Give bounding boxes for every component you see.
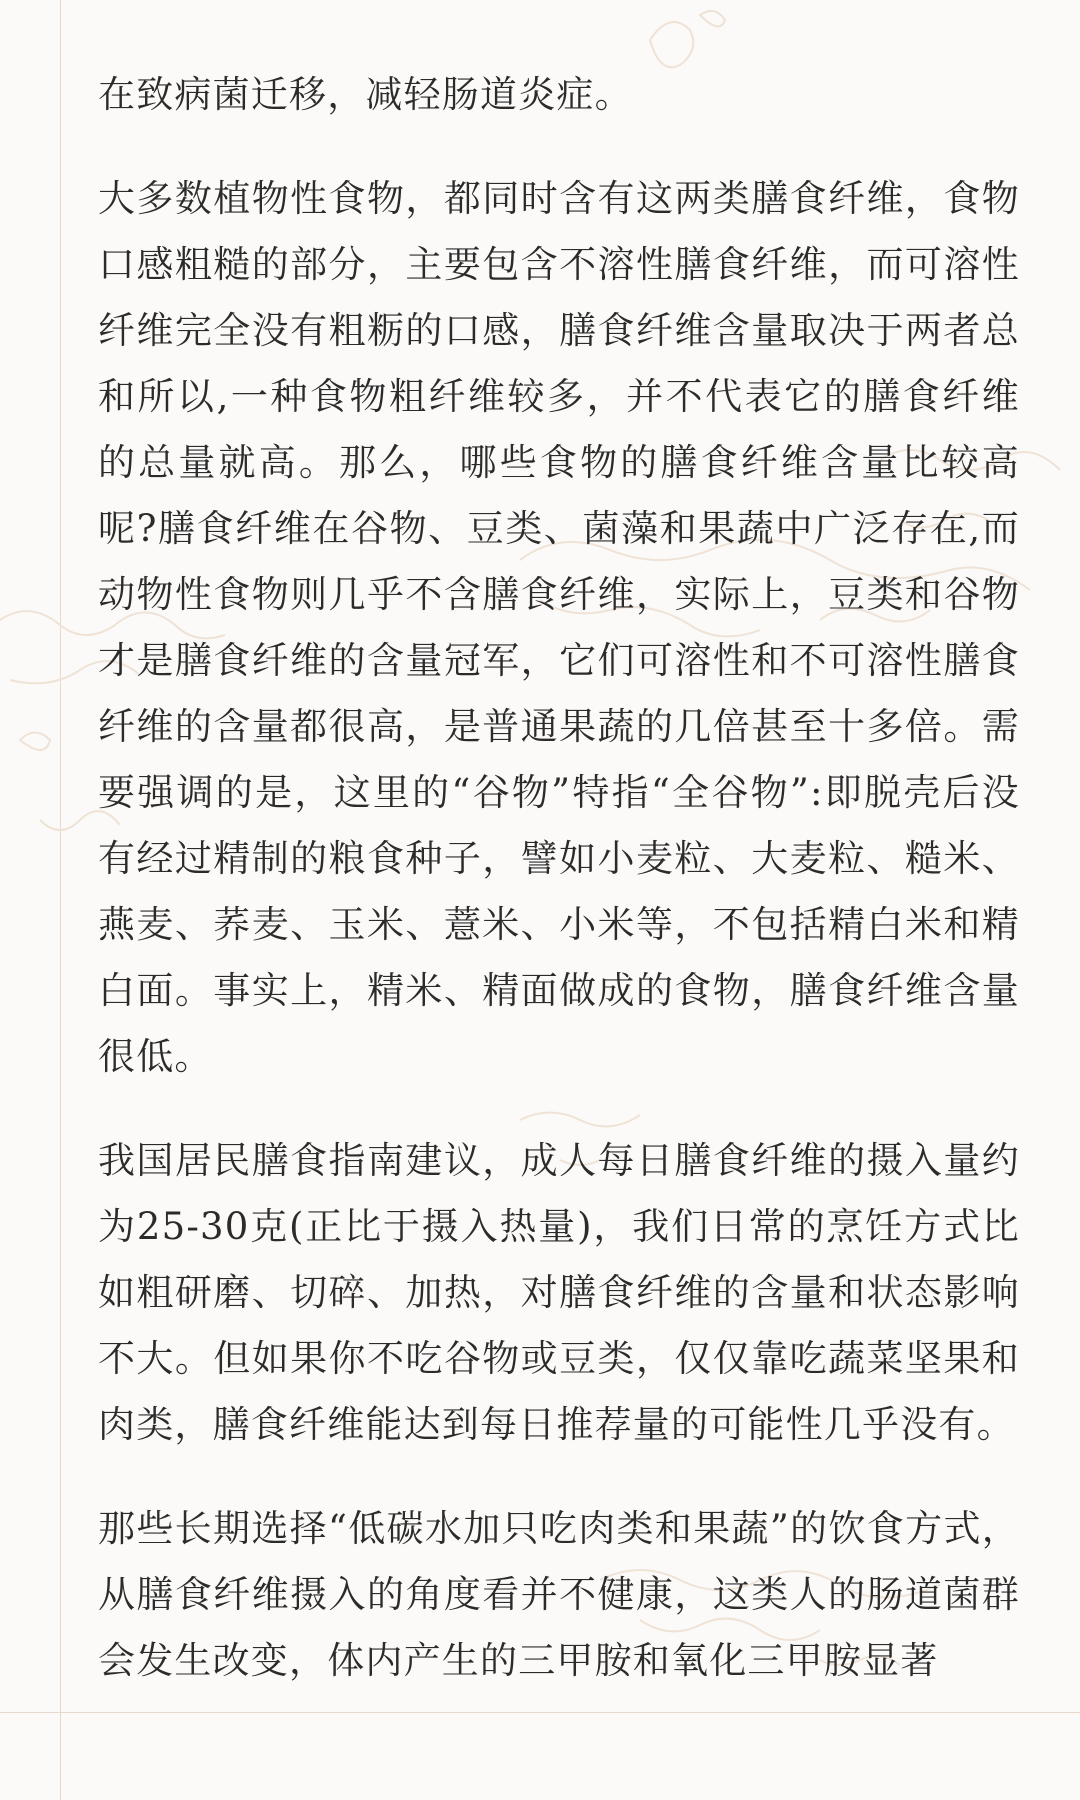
paragraph: 大多数植物性食物，都同时含有这两类膳食纤维，食物口感粗糙的部分，主要包含不溶性膳食纤维，而可溶性纤维完全没有粗粝的口感，膳食纤维含量取决于两者总和所以,一种食物粗纤维较多，并不代表它的膳食纤维的总量就高。那么，哪些食物的膳食纤维含量比较高呢?膳食纤维在谷物、豆类、菌藻和果蔬中广泛存在,而动物性食物则几乎不含膳食纤维，实际上，豆类和谷物才是膳食纤维的含量冠军，它们可溶性和不可溶性膳食纤维的含量都很高，是普通果蔬的几倍甚至十多倍。需要强调的是，这里的“谷物”特指“全谷物”:即脱壳后没有经过精制的粮食种子，譬如小麦粒、大麦粒、糙米、燕麦、荞麦、玉米、薏米、小米等，不包括精白米和精白面。事实上，精米、精面做成的食物，膳食纤维含量很低。 — [98, 177, 1020, 1078]
margin-line-horizontal — [0, 1712, 1080, 1713]
article-body — [98, 62, 1020, 1694]
paragraph: 在致病菌迁移，减轻肠道炎症。 — [98, 73, 633, 116]
margin-line-vertical — [60, 0, 61, 1800]
paragraph: 我国居民膳食指南建议，成人每日膳食纤维的摄入量约为25-30克(正比于摄入热量)，我们日常的烹饪方式比如粗研磨、切碎、加热，对膳食纤维的含量和状态影响不大。但如果你不吃谷物或豆类，仅仅靠吃蔬菜坚果和肉类，膳食纤维能达到每日推荐量的可能性几乎没有。 — [98, 1139, 1020, 1446]
paragraph: 那些长期选择“低碳水加只吃肉类和果蔬”的饮食方式，从膳食纤维摄入的角度看并不健康，这类人的肠道菌群会发生改变，体内产生的三甲胺和氧化三甲胺显著 — [98, 1507, 1020, 1682]
